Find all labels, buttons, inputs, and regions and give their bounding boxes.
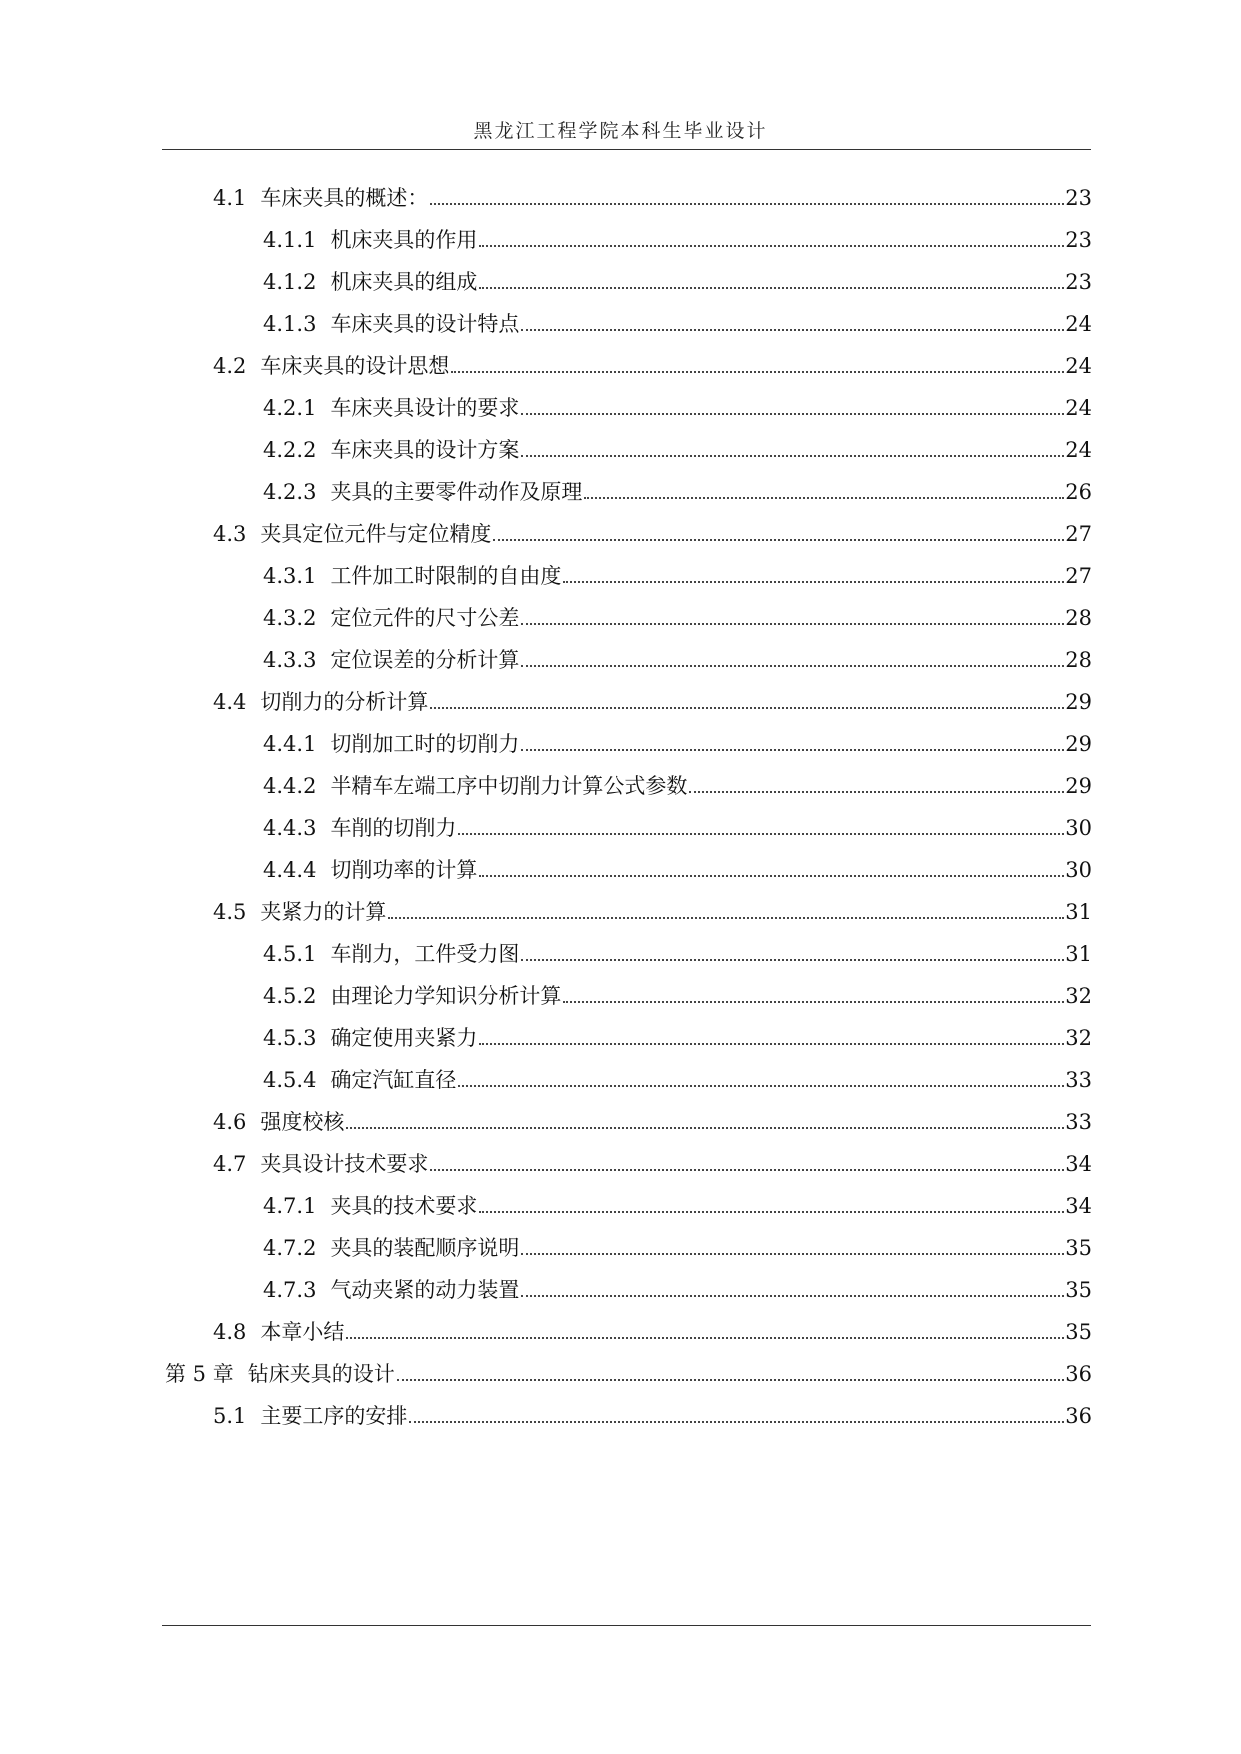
toc-entry-heading	[263, 220, 477, 260]
toc-entry-page: 31	[1065, 942, 1092, 966]
toc-entry-title: 夹具的主要零件动作及原理	[330, 480, 583, 504]
toc-entry-page: 33	[1065, 1068, 1092, 1092]
toc-entry-number: 4.8	[213, 1320, 247, 1344]
toc-entry-number: 4.5.4	[263, 1068, 317, 1092]
toc-entry[interactable]	[213, 178, 1092, 218]
toc-leader-dots	[521, 664, 1064, 667]
toc-leader-dots	[479, 874, 1064, 877]
toc-entry-title: 半精车左端工序中切削力计算公式参数	[330, 774, 688, 798]
toc-entry[interactable]	[263, 430, 1092, 470]
toc-entry-page: 27	[1065, 522, 1092, 546]
toc-entry-page: 31	[1065, 900, 1092, 924]
toc-entry-title: 切削力的分析计算	[260, 690, 429, 714]
toc-leader-dots	[430, 706, 1064, 709]
toc-entry-number: 4.4.4	[263, 858, 317, 882]
toc-entry-heading	[165, 1354, 395, 1394]
toc-entry-title: 车削的切削力	[330, 816, 457, 840]
toc-entry-page: 32	[1065, 1026, 1092, 1050]
toc-leader-dots	[563, 1000, 1064, 1003]
toc-entry-page: 24	[1065, 312, 1092, 336]
toc-entry-number: 4.1.3	[263, 312, 317, 336]
toc-entry-page: 36	[1065, 1404, 1092, 1428]
toc-entry[interactable]	[263, 1228, 1092, 1268]
toc-entry-heading	[263, 262, 477, 302]
toc-entry-heading	[263, 598, 519, 638]
toc-entry-title: 夹具的技术要求	[330, 1194, 478, 1218]
toc-leader-dots	[521, 328, 1064, 331]
toc-entry[interactable]	[263, 724, 1092, 764]
toc-entry-title: 车削力，工件受力图	[330, 942, 520, 966]
toc-entry-page: 24	[1065, 396, 1092, 420]
toc-entry-heading	[213, 1144, 428, 1184]
toc-entry-title: 机床夹具的组成	[330, 270, 478, 294]
toc-entry[interactable]	[263, 1270, 1092, 1310]
toc-entry-page: 23	[1065, 270, 1092, 294]
header-rule	[162, 149, 1091, 150]
toc-entry-title: 夹具设计技术要求	[260, 1152, 429, 1176]
toc-leader-dots	[521, 958, 1064, 961]
toc-leader-dots	[458, 832, 1064, 835]
toc-entry[interactable]	[213, 514, 1092, 554]
toc-entry-page: 35	[1065, 1278, 1092, 1302]
toc-entry-page: 23	[1065, 228, 1092, 252]
toc-entry-page: 34	[1065, 1194, 1092, 1218]
toc-entry-number: 4.2.1	[263, 396, 317, 420]
toc-entry-heading	[213, 1396, 407, 1436]
toc-entry-number: 4.6	[213, 1110, 247, 1134]
toc-leader-dots	[521, 748, 1064, 751]
toc-entry-page: 23	[1065, 186, 1092, 210]
toc-leader-dots	[479, 1042, 1064, 1045]
toc-entry-page: 36	[1065, 1362, 1092, 1386]
toc-leader-dots	[479, 286, 1064, 289]
toc-entry[interactable]	[213, 346, 1092, 386]
toc-entry[interactable]	[263, 598, 1092, 638]
toc-entry[interactable]	[263, 976, 1092, 1016]
toc-entry[interactable]	[263, 388, 1092, 428]
toc-entry-number: 4.2	[213, 354, 247, 378]
toc-entry-title: 定位元件的尺寸公差	[330, 606, 520, 630]
toc-entry-page: 34	[1065, 1152, 1092, 1176]
toc-entry-heading	[213, 682, 428, 722]
toc-entry-heading	[263, 1270, 519, 1310]
toc-entry-title: 确定汽缸直径	[330, 1068, 457, 1092]
toc-leader-dots	[451, 370, 1064, 373]
toc-entry-heading	[263, 1060, 456, 1100]
toc-entry-title: 气动夹紧的动力装置	[330, 1278, 520, 1302]
toc-entry[interactable]	[263, 934, 1092, 974]
toc-leader-dots	[493, 538, 1064, 541]
toc-entry-heading	[263, 934, 519, 974]
toc-entry[interactable]	[263, 1060, 1092, 1100]
toc-entry-heading	[263, 724, 519, 764]
toc-entry-heading	[263, 556, 561, 596]
toc-entry-heading	[263, 1186, 477, 1226]
toc-entry-number: 5.1	[213, 1404, 247, 1428]
toc-entry-page: 35	[1065, 1320, 1092, 1344]
toc-entry-title: 机床夹具的作用	[330, 228, 478, 252]
toc-entry-page: 35	[1065, 1236, 1092, 1260]
toc-entry[interactable]	[213, 1396, 1092, 1436]
toc-entry[interactable]	[263, 304, 1092, 344]
toc-entry-page: 29	[1065, 690, 1092, 714]
toc-entry-heading	[263, 976, 561, 1016]
toc-entry-number: 4.4.1	[263, 732, 317, 756]
toc-entry[interactable]	[263, 220, 1092, 260]
toc-leader-dots	[584, 496, 1064, 499]
toc-entry-title: 切削功率的计算	[330, 858, 478, 882]
toc-entry-title: 由理论力学知识分析计算	[330, 984, 562, 1008]
toc-entry-heading	[213, 1312, 344, 1352]
toc-leader-dots	[409, 1420, 1064, 1423]
toc-entry-title: 夹具的装配顺序说明	[330, 1236, 520, 1260]
toc-leader-dots	[563, 580, 1064, 583]
toc-entry-title: 夹具定位元件与定位精度	[260, 522, 492, 546]
toc-entry[interactable]	[263, 1186, 1092, 1226]
toc-entry-heading	[263, 388, 519, 428]
toc-entry-number: 第 5 章	[165, 1362, 234, 1386]
toc-entry-page: 29	[1065, 732, 1092, 756]
toc-entry-heading	[263, 304, 519, 344]
toc-entry-page: 30	[1065, 816, 1092, 840]
toc-entry-title: 车床夹具设计的要求	[330, 396, 520, 420]
toc-entry-title: 切削加工时的切削力	[330, 732, 520, 756]
toc-entry-title: 钻床夹具的设计	[247, 1362, 395, 1386]
toc-entry-title: 本章小结	[260, 1320, 345, 1344]
footer-rule	[162, 1625, 1091, 1626]
toc-entry-title: 强度校核	[260, 1110, 345, 1134]
toc-entry-heading	[263, 808, 456, 848]
toc-entry-number: 4.5	[213, 900, 247, 924]
toc-entry-page: 33	[1065, 1110, 1092, 1134]
toc-leader-dots	[689, 790, 1064, 793]
toc-entry-title: 主要工序的安排	[260, 1404, 408, 1428]
toc-leader-dots	[430, 1168, 1064, 1171]
toc-entry[interactable]	[213, 1144, 1092, 1184]
toc-leader-dots	[346, 1126, 1064, 1129]
toc-entry-title: 定位误差的分析计算	[330, 648, 520, 672]
toc-leader-dots	[521, 1252, 1064, 1255]
toc-entry-heading	[263, 850, 477, 890]
toc-leader-dots	[521, 622, 1064, 625]
toc-entry-page: 28	[1065, 648, 1092, 672]
toc-entry-title: 车床夹具的设计思想	[260, 354, 450, 378]
toc-entry-number: 4.1.1	[263, 228, 317, 252]
toc-leader-dots	[521, 412, 1064, 415]
toc-entry-number: 4.7.3	[263, 1278, 317, 1302]
toc-entry-number: 4.3.2	[263, 606, 317, 630]
toc-entry-heading	[263, 1228, 519, 1268]
toc-entry-title: 夹紧力的计算	[260, 900, 387, 924]
toc-entry-heading	[213, 178, 428, 218]
toc-leader-dots	[479, 244, 1064, 247]
toc-entry-number: 4.3	[213, 522, 247, 546]
toc-entry-page: 30	[1065, 858, 1092, 882]
toc-entry[interactable]	[213, 1312, 1092, 1352]
toc-entry[interactable]	[263, 262, 1092, 302]
toc-entry-number: 4.2.3	[263, 480, 317, 504]
toc-entry-number: 4.7.1	[263, 1194, 317, 1218]
toc-entry-heading	[213, 346, 449, 386]
toc-entry-number: 4.5.3	[263, 1026, 317, 1050]
toc-entry-heading	[263, 430, 519, 470]
toc-leader-dots	[521, 454, 1064, 457]
toc-entry[interactable]	[263, 472, 1092, 512]
toc-entry[interactable]	[213, 682, 1092, 722]
toc-leader-dots	[458, 1084, 1064, 1087]
toc-entry-number: 4.7.2	[263, 1236, 317, 1260]
toc-entry-number: 4.2.2	[263, 438, 317, 462]
toc-entry-page: 24	[1065, 438, 1092, 462]
toc-entry-page: 27	[1065, 564, 1092, 588]
toc-entry[interactable]	[263, 556, 1092, 596]
toc-entry-heading	[213, 1102, 344, 1142]
toc-entry-page: 26	[1065, 480, 1092, 504]
toc-entry-heading	[263, 766, 687, 806]
toc-entry-number: 4.1.2	[263, 270, 317, 294]
toc-entry-number: 4.3.3	[263, 648, 317, 672]
toc-leader-dots	[479, 1210, 1064, 1213]
toc-leader-dots	[397, 1378, 1065, 1381]
toc-entry[interactable]	[165, 1354, 1092, 1394]
toc-entry-page: 24	[1065, 354, 1092, 378]
toc-entry-page: 29	[1065, 774, 1092, 798]
toc-entry-number: 4.5.2	[263, 984, 317, 1008]
page-header-title: 黑龙江工程学院本科生毕业设计	[473, 120, 768, 142]
toc-leader-dots	[521, 1294, 1064, 1297]
toc-entry-title: 车床夹具的设计方案	[330, 438, 520, 462]
toc-entry-number: 4.5.1	[263, 942, 317, 966]
toc-entry[interactable]	[263, 850, 1092, 890]
toc-entry-title: 车床夹具的概述：	[260, 186, 429, 210]
toc-entry-heading	[263, 640, 519, 680]
toc-entry-number: 4.4.2	[263, 774, 317, 798]
toc-entry-title: 确定使用夹紧力	[330, 1026, 478, 1050]
toc-entry-number: 4.4	[213, 690, 247, 714]
toc-entry-heading	[263, 1018, 477, 1058]
toc-entry-number: 4.7	[213, 1152, 247, 1176]
toc-entry-title: 车床夹具的设计特点	[330, 312, 520, 336]
toc-entry-heading	[213, 892, 386, 932]
toc-leader-dots	[388, 916, 1064, 919]
toc-entry[interactable]	[263, 766, 1092, 806]
toc-leader-dots	[346, 1336, 1064, 1339]
toc-entry-page: 28	[1065, 606, 1092, 630]
toc-entry-page: 32	[1065, 984, 1092, 1008]
toc-entry[interactable]	[213, 892, 1092, 932]
toc-entry[interactable]	[263, 1018, 1092, 1058]
toc-entry[interactable]	[263, 808, 1092, 848]
toc-leader-dots	[430, 202, 1064, 205]
toc-entry-number: 4.1	[213, 186, 247, 210]
toc-entry-title: 工件加工时限制的自由度	[330, 564, 562, 588]
toc-entry[interactable]	[263, 640, 1092, 680]
toc-entry-heading	[263, 472, 582, 512]
toc-entry-number: 4.3.1	[263, 564, 317, 588]
toc-entry-number: 4.4.3	[263, 816, 317, 840]
toc-entry-heading	[213, 514, 491, 554]
toc-entry[interactable]	[213, 1102, 1092, 1142]
